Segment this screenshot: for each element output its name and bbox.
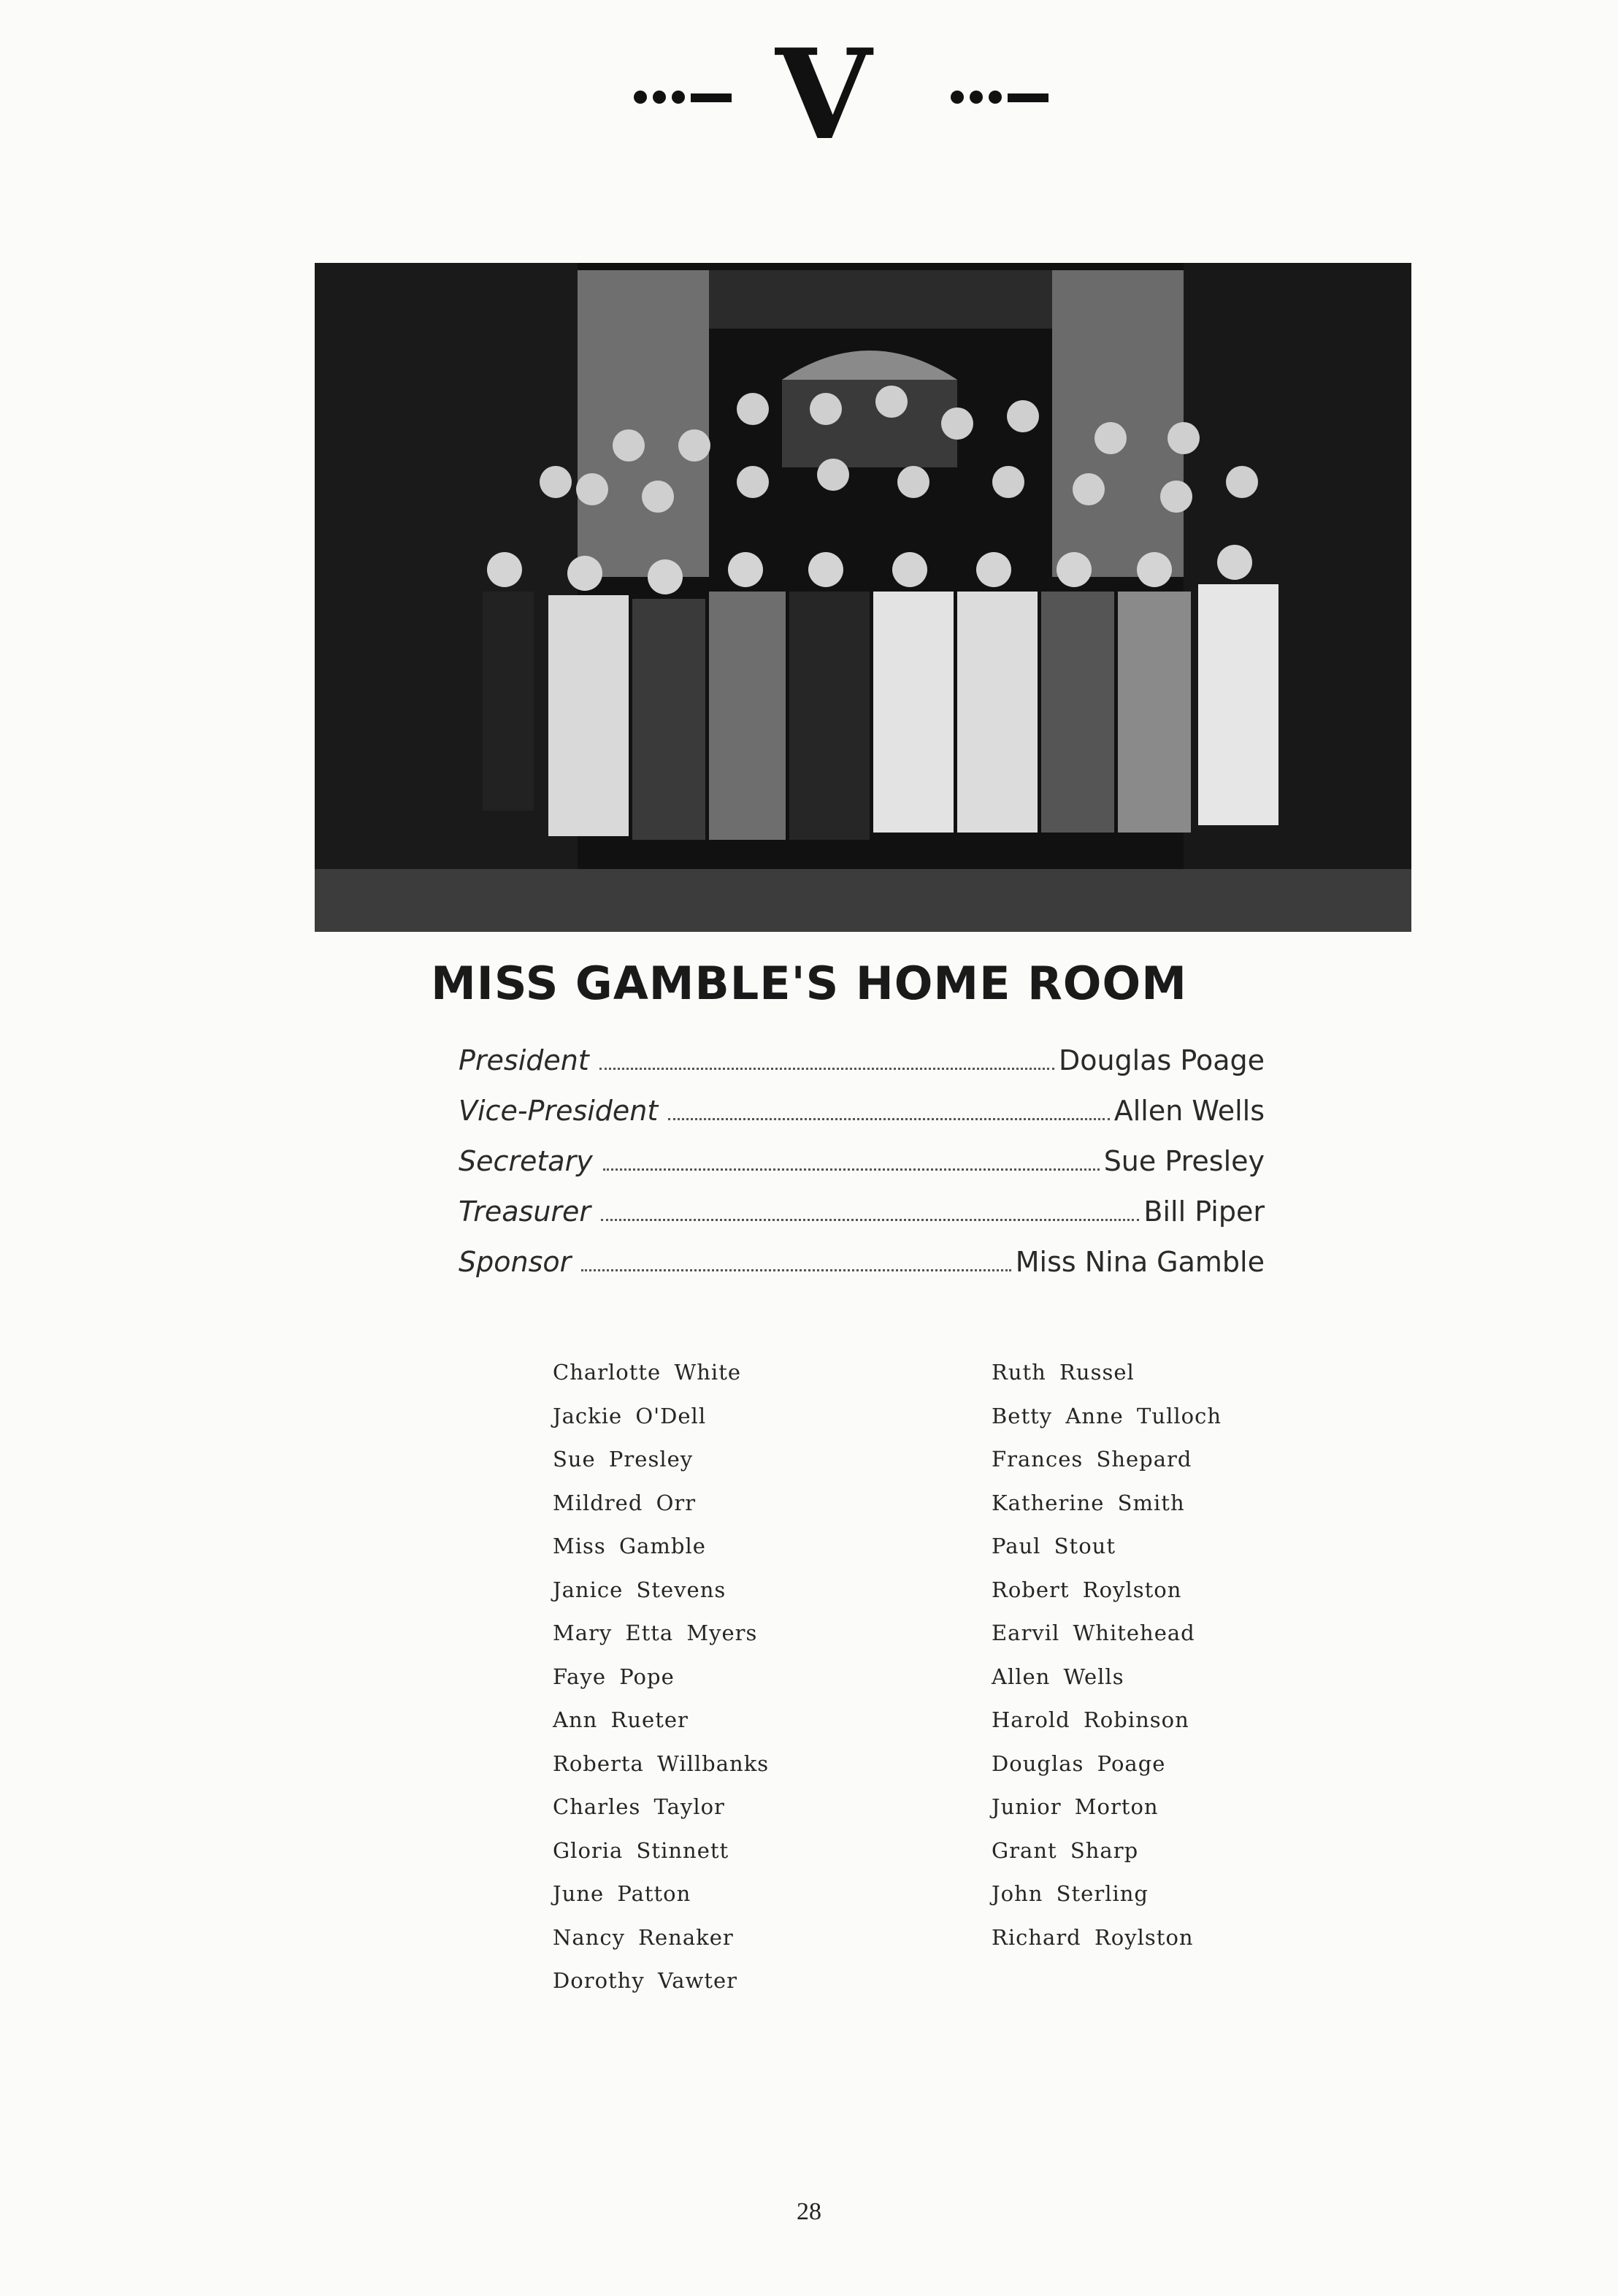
dot-leader: [668, 1111, 1109, 1120]
member-name: Katherine Smith: [992, 1490, 1185, 1515]
member-name: Betty Anne Tulloch: [992, 1403, 1222, 1428]
home-room-title: MISS GAMBLE'S HOME ROOM: [431, 957, 1187, 1010]
section-letter: V: [775, 22, 872, 168]
member-name: Frances Shepard: [992, 1447, 1192, 1472]
page-number: 28: [797, 2198, 821, 2225]
member-name: Douglas Poage: [992, 1750, 1166, 1776]
member-name: June Patton: [553, 1881, 691, 1906]
officer-name: Sue Presley: [1103, 1145, 1265, 1177]
officers-list: [459, 1044, 1265, 1296]
member-name: Charles Taylor: [553, 1794, 725, 1819]
officer-role: Secretary: [459, 1145, 593, 1177]
member-name: Mary Etta Myers: [553, 1620, 758, 1645]
member-name: Ruth Russel: [992, 1360, 1135, 1385]
member-name: Gloria Stinnett: [553, 1837, 729, 1863]
member-name: Charlotte White: [553, 1360, 742, 1385]
officer-row: [459, 1044, 1265, 1095]
member-name: Sue Presley: [553, 1447, 694, 1472]
officer-row: [459, 1145, 1265, 1195]
member-name: Faye Pope: [553, 1664, 675, 1689]
member-name: Janice Stevens: [553, 1577, 726, 1602]
officer-role: President: [459, 1044, 589, 1076]
member-name: Harold Robinson: [992, 1707, 1189, 1732]
officer-name: Douglas Poage: [1058, 1044, 1265, 1076]
officer-name: Miss Nina Gamble: [1015, 1246, 1265, 1278]
officer-name: Bill Piper: [1143, 1195, 1265, 1228]
member-name: Dorothy Vawter: [553, 1968, 738, 1993]
header-ornament: [0, 22, 1618, 168]
officer-row: [459, 1195, 1265, 1246]
member-name: Jackie O'Dell: [553, 1403, 707, 1428]
dot-leader: [599, 1060, 1054, 1070]
member-name: Paul Stout: [992, 1534, 1116, 1558]
officer-role: Vice-President: [459, 1095, 659, 1127]
dot-leader: [601, 1212, 1139, 1221]
dot-leader: [603, 1161, 1100, 1171]
officer-row: [459, 1246, 1265, 1296]
member-name: Mildred Orr: [553, 1490, 697, 1515]
member-name: Nancy Renaker: [553, 1924, 734, 1950]
member-name: Robert Roylston: [992, 1577, 1182, 1602]
member-name: Earvil Whitehead: [992, 1620, 1195, 1645]
member-name: Grant Sharp: [992, 1837, 1139, 1863]
officer-role: Treasurer: [459, 1195, 591, 1228]
members-column-right: [992, 1360, 1222, 1968]
class-group-photo: [315, 263, 1411, 932]
member-name: Miss Gamble: [553, 1534, 706, 1558]
member-name: Ann Rueter: [553, 1707, 689, 1732]
member-name: John Sterling: [992, 1881, 1149, 1906]
members-column-left: [553, 1360, 769, 2012]
officer-name: Allen Wells: [1113, 1095, 1265, 1127]
dot-leader: [581, 1262, 1011, 1271]
member-name: Junior Morton: [992, 1794, 1159, 1819]
member-name: Richard Roylston: [992, 1924, 1194, 1950]
member-name: Allen Wells: [992, 1664, 1124, 1689]
officer-row: [459, 1095, 1265, 1145]
officer-role: Sponsor: [459, 1246, 572, 1278]
member-name: Roberta Willbanks: [553, 1750, 770, 1776]
